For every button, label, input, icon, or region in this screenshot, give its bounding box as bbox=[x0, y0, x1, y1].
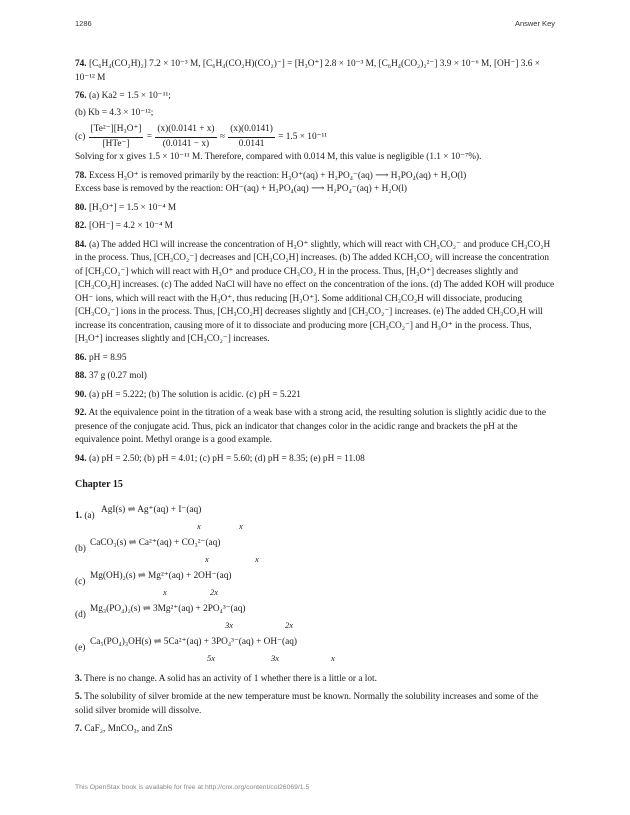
concentration-x: x bbox=[239, 520, 243, 531]
concentration-x: x bbox=[255, 553, 259, 564]
fraction-denominator: (0.0141 − x) bbox=[162, 138, 210, 149]
chapter-heading: Chapter 15 bbox=[75, 479, 123, 490]
section-title: Answer Key bbox=[514, 19, 555, 28]
concentration-x: 3x bbox=[225, 619, 234, 630]
answer-number: 82. bbox=[75, 221, 87, 231]
answer-number: 94. bbox=[75, 453, 87, 464]
answer-number: 78. bbox=[75, 170, 87, 181]
answer-76b: (b) Kb = 4.3 × 10⁻¹²; bbox=[75, 107, 154, 118]
chapter-15-answer-3 bbox=[75, 673, 557, 687]
approx-sign: ≈ bbox=[219, 132, 225, 143]
chapter-15-answer-7 bbox=[75, 723, 557, 737]
answer-84 bbox=[75, 239, 557, 347]
answer-text: [OH⁻] = 4.2 × 10⁻⁴ M bbox=[88, 221, 173, 231]
equation-label: (a) bbox=[84, 510, 95, 521]
chapter-15-answer-5 bbox=[75, 691, 557, 718]
equation: Mg₃(PO₄)₂(s) ⇌ 3Mg²⁺(aq) + 2PO₄³⁻(aq) bbox=[90, 603, 246, 614]
chapter-15-q1 bbox=[75, 500, 557, 665]
page-number: 1286 bbox=[75, 19, 92, 28]
answer-78-line1: Excess H₃O⁺ is removed primarily by the reaction: H₃O⁺(aq) + H₂PO₄⁻(aq) ⟶ H₃PO₄(aq) + H₂O(l) bbox=[88, 170, 467, 181]
answer-number: 1. bbox=[75, 510, 82, 521]
answer-text: [H₃O⁺] = 1.5 × 10⁻⁴ M bbox=[88, 202, 177, 213]
answer-74 bbox=[75, 58, 557, 85]
fraction-numerator: (x)(0.0141) bbox=[228, 123, 275, 138]
answer-80 bbox=[75, 202, 557, 216]
equation-label: (d) bbox=[75, 609, 86, 620]
concentration-x: x bbox=[205, 553, 209, 564]
answer-number: 86. bbox=[75, 352, 87, 363]
equation: Mg(OH)₂(s) ⇌ Mg²⁺(aq) + 2OH⁻(aq) bbox=[90, 570, 232, 581]
answer-text: The solubility of silver bromide at the new temperature must be known. Normally the solubility increases and some of the solid silver bromide will dissolve. bbox=[75, 692, 539, 716]
answer-number: 74. bbox=[75, 59, 87, 69]
concentration-x: 3x bbox=[271, 652, 280, 663]
answer-76c-label: (c) bbox=[75, 132, 86, 143]
answer-text: There is no change. A solid has an activity of 1 whether there is a little or a lot. bbox=[84, 673, 377, 684]
equation-row-e bbox=[75, 632, 557, 665]
answer-90 bbox=[75, 389, 557, 403]
answer-76a: (a) Ka2 = 1.5 × 10⁻¹¹; bbox=[88, 91, 171, 101]
answer-number: 88. bbox=[75, 371, 87, 381]
answer-number: 3. bbox=[75, 673, 82, 684]
answer-text: (a) pH = 5.222; (b) The solution is acidic. (c) pH = 5.221 bbox=[88, 389, 301, 400]
equation-row-d bbox=[75, 599, 557, 632]
fraction-denominator: 0.0141 bbox=[238, 138, 265, 149]
answer-76-solving: Solving for x gives 1.5 × 10⁻¹¹ M. Therefore, compared with 0.014 M, this value is negligible (1.1 × 10⁻⁷%). bbox=[75, 152, 482, 162]
fraction-2 bbox=[155, 123, 216, 151]
answer-86 bbox=[75, 352, 557, 366]
answer-76 bbox=[75, 90, 557, 165]
page-footer: This OpenStax book is available for free at http://cnx.org/content/col26069/1.5 bbox=[75, 784, 310, 791]
answer-key-body bbox=[75, 58, 557, 742]
fraction-3 bbox=[228, 123, 275, 151]
fraction-result: = 1.5 × 10⁻¹¹ bbox=[278, 132, 328, 143]
concentration-x: x bbox=[331, 652, 335, 663]
answer-number: 90. bbox=[75, 389, 87, 400]
equation-label: (b) bbox=[75, 543, 86, 554]
concentration-x: 2x bbox=[285, 619, 294, 630]
answer-78 bbox=[75, 170, 557, 197]
answer-text: CaF₂, MnCO₃, and ZnS bbox=[84, 724, 173, 734]
answer-number: 80. bbox=[75, 202, 87, 213]
concentration-x: x bbox=[197, 520, 201, 531]
answer-82 bbox=[75, 220, 557, 234]
answer-number: 76. bbox=[75, 91, 87, 101]
equation-row-b bbox=[75, 533, 557, 566]
answer-number: 84. bbox=[75, 239, 87, 250]
equation-row-a bbox=[75, 500, 557, 533]
concentration-x: 2x bbox=[210, 586, 219, 597]
equation-label: (e) bbox=[75, 642, 86, 653]
answer-78-line2: Excess base is removed by the reaction: OH⁻(aq) + H₃PO₄(aq) ⟶ H₂PO₄⁻(aq) + H₂O(l) bbox=[75, 184, 408, 194]
fraction-numerator: [Te²⁻][H₃O⁺] bbox=[89, 123, 144, 138]
equation: Ca₅(PO₄)₃OH(s) ⇌ 5Ca²⁺(aq) + 3PO₄³⁻(aq) + OH⁻(aq) bbox=[90, 636, 297, 647]
answer-92 bbox=[75, 407, 557, 448]
answer-text: (a) The added HCl will increase the concentration of H₃O⁺ slightly, which will react with CH₃CO₂⁻ and produce CH₃CO₂H in the process. Thus, [CH₃CO₂⁻] decreases and [CH₃CO₂H] increases. (b) The added KCH₃CO₂ will increase the concentration of [CH₃CO₂⁻] which will react with H₃O⁺ and produce CH₃CO₂ H in the process. Thus, [H₃O⁺] decreases slightly and [CH₃CO₂H] increases. (c) The added NaCl will have no effect on the concentration of the ions. (d) The added KOH will produce OH⁻ ions, which will react with the H₃O⁺, thus reducing [H₃O⁺]. Some additional CH₃CO₂H will dissociate, producing [CH₃CO₂⁻] ions in the process. Thus, [CH₃CO₂H] decreases slightly and [CH₃CO₂⁻] increases. (e) The added CH₃CO₂H will increase its concentration, causing more of it to dissociate and producing more [CH₃CO₂⁻] and H₃O⁺ in the process. Thus, [H₃O⁺] increases slightly and [CH₃CO₂⁻] increases. bbox=[75, 239, 555, 344]
fraction-1 bbox=[89, 123, 144, 151]
answer-text: 37 g (0.27 mol) bbox=[88, 371, 147, 381]
answer-text: pH = 8.95 bbox=[88, 352, 127, 363]
equation-row-c bbox=[75, 566, 557, 599]
answer-94 bbox=[75, 453, 557, 467]
equation: CaCO₃(s) ⇌ Ca²⁺(aq) + CO₃²⁻(aq) bbox=[90, 537, 221, 548]
concentration-x: x bbox=[163, 586, 167, 597]
answer-76c: (c) $\frac{\text{[Te²⁻][H₃O⁺]}}{\text{[HTe⁻]}}$ = $\frac{(x)(0.0141 + x)}{(0.0141 - x)}$ ≈ $\frac{(x)(0.0141)}{0.0141}$ = 1.5 × 10⁻¹¹ bbox=[75, 123, 557, 151]
fraction-numerator: (x)(0.0141 + x) bbox=[155, 123, 216, 138]
equation: AgI(s) ⇌ Ag⁺(aq) + I⁻(aq) bbox=[101, 504, 202, 515]
answer-number: 5. bbox=[75, 692, 82, 702]
equation-label: (c) bbox=[75, 576, 86, 587]
answer-number: 7. bbox=[75, 724, 82, 734]
answer-88 bbox=[75, 370, 557, 384]
answer-text: (a) pH = 2.50; (b) pH = 4.01; (c) pH = 5.60; (d) pH = 8.35; (e) pH = 11.08 bbox=[88, 453, 365, 464]
fraction-denominator: [HTe⁻] bbox=[102, 138, 130, 149]
answer-number: 92. bbox=[75, 408, 87, 418]
answer-text: At the equivalence point in the titration of a weak base with a strong acid, the resulting solution is slightly acidic due to the presence of the conjugate acid. Thus, pick an indicator that changes color in the acidic range and brackets the pH at the equivalence point. Methyl orange is a good example. bbox=[75, 408, 546, 445]
answer-text: [C₆H₄(CO₂H)₂] 7.2 × 10⁻³ M, [C₆H₄(CO₂H)(CO₂)⁻] = [H₃O⁺] 2.8 × 10⁻³ M, [C₆H₄(CO₂)₂²⁻] 3.9 × 10⁻⁶ M, [OH⁻] 3.6 × 10⁻¹² M bbox=[75, 59, 540, 83]
concentration-x: 5x bbox=[207, 652, 216, 663]
